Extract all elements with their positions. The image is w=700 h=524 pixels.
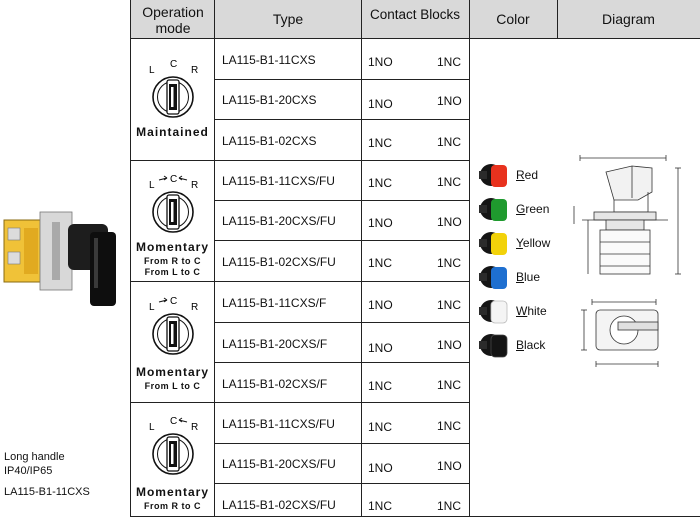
switch-letter-l: L [149,302,155,313]
color-label-first: W [516,304,528,318]
color-label-rest: reen [525,202,550,216]
contact-block-1: 1NO [368,97,393,111]
selector-switch-symbol [140,170,206,240]
swatch-color-fill [491,301,507,323]
color-label-yellow [516,236,550,250]
product-photo [0,198,132,310]
switch-letter-c: C [170,59,178,70]
contact-block-2: 1NO [437,94,462,108]
type-cell: LA115-B1-11CXS/FU [222,417,335,431]
contact-block-2: 1NC [437,175,462,189]
color-swatch [477,330,513,360]
color-swatch [477,194,513,224]
grid-line [214,362,469,363]
switch-letter-r: R [191,422,199,433]
contact-block-2: 1NC [437,419,462,433]
swatch-color-fill [491,233,507,255]
color-label-rest: ed [524,168,539,182]
contact-block-2: 1NO [437,215,462,229]
swatch-color-fill [491,335,507,357]
grid-line [214,240,469,241]
grid-line [214,0,215,516]
type-cell: LA115-B1-20CXS/FU [222,214,336,228]
contact-block-2: 1NO [437,459,462,473]
grid-line [214,483,469,484]
color-label-white [516,304,547,318]
switch-letter-c: C [170,174,178,185]
mode-label-momentary: Momentary [135,240,209,254]
grid-line [214,322,469,323]
color-label-rest: lack [524,338,546,352]
side-text-ip-rating: IP40/IP65 [4,465,53,477]
type-cell: LA115-B1-20CXS [222,93,317,107]
switch-letter-l: L [149,180,155,191]
color-swatch [477,228,513,258]
mode-label-maintained: Maintained [136,125,209,139]
grid-line [469,0,470,516]
contact-block-1: 1NO [368,341,393,355]
contact-block-2: 1NC [437,55,462,69]
switch-letter-r: R [191,65,199,76]
switch-letter-l: L [149,65,155,76]
selector-switch-symbol [140,55,206,125]
type-cell: LA115-B1-02CXS/FU [222,255,336,269]
contact-block-1: 1NC [368,379,393,393]
contact-block-1: 1NC [368,256,393,270]
color-swatch [477,296,513,326]
contact-block-2: 1NC [437,378,462,392]
type-cell: LA115-B1-11CXS/FU [222,174,335,188]
grid-line [130,38,700,39]
contact-block-1: 1NO [368,461,393,475]
color-label-first: Y [516,236,523,250]
color-label-rest: hite [527,304,547,318]
grid-line [214,200,469,201]
type-cell: LA115-B1-20CXS/F [222,337,328,351]
mode-sublabel: From L to C [144,381,201,391]
contact-block-1: 1NC [368,420,393,434]
color-label-rest: lue [524,270,541,284]
type-cell: LA115-B1-02CXS/FU [222,498,336,512]
contact-block-1: 1NC [368,499,393,513]
side-text-model: LA115-B1-11CXS [4,486,90,498]
type-cell: LA115-B1-02CXS [222,134,317,148]
grid-line [214,79,469,80]
type-cell: LA115-B1-02CXS/F [222,377,328,391]
header-operation-mode: Operation mode [142,4,204,36]
type-cell: LA115-B1-11CXS/F [222,296,327,310]
contact-block-2: 1NC [437,499,462,513]
contact-block-1: 1NO [368,298,393,312]
contact-block-2: 1NC [437,256,462,270]
grid-line [557,0,558,38]
color-swatch [477,160,513,190]
switch-letter-c: C [170,296,178,307]
grid-line [214,443,469,444]
color-label-first: B [516,270,525,284]
color-label-first: B [516,338,525,352]
contact-block-2: 1NC [437,298,462,312]
mode-sublabel: From R to C From L to C [144,256,201,277]
switch-letter-l: L [149,422,155,433]
mode-label-momentary: Momentary [135,485,209,499]
swatch-color-fill [491,267,507,289]
type-cell: LA115-B1-20CXS/FU [222,457,336,471]
color-label-red [516,168,538,182]
switch-letter-c: C [170,416,178,427]
type-cell: LA115-B1-11CXS [222,53,316,67]
grid-line [130,402,469,403]
mode-label-momentary: Momentary [135,365,209,379]
color-label-first: R [516,168,525,182]
grid-line [130,160,469,161]
switch-letter-r: R [191,180,199,191]
contact-block-1: 1NO [368,216,393,230]
contact-block-1: 1NO [368,55,393,69]
switch-letter-r: R [191,302,199,313]
color-label-blue [516,270,540,284]
color-label-green [516,202,549,216]
selector-switch-symbol [140,292,206,362]
grid-line [130,281,469,282]
grid-line [361,0,362,516]
grid-line [130,516,700,517]
header-color: Color [496,11,530,27]
header-diagram: Diagram [602,11,655,27]
header-type: Type [272,11,304,27]
swatch-color-fill [491,165,507,187]
grid-line [214,119,469,120]
color-label-black [516,338,545,352]
color-label-first: G [516,202,526,216]
swatch-color-fill [491,199,507,221]
mode-sublabel: From R to C [144,501,201,511]
contact-block-1: 1NC [368,176,393,190]
contact-block-2: 1NC [437,135,462,149]
side-text-handle: Long handle [4,451,65,463]
color-swatch [477,262,513,292]
dimension-diagram [566,150,692,376]
contact-block-2: 1NO [437,338,462,352]
contact-block-1: 1NC [368,136,393,150]
header-contact-blocks: Contact Blocks [369,7,461,22]
selector-switch-symbol [140,412,206,482]
color-label-rest: ellow [522,236,551,250]
